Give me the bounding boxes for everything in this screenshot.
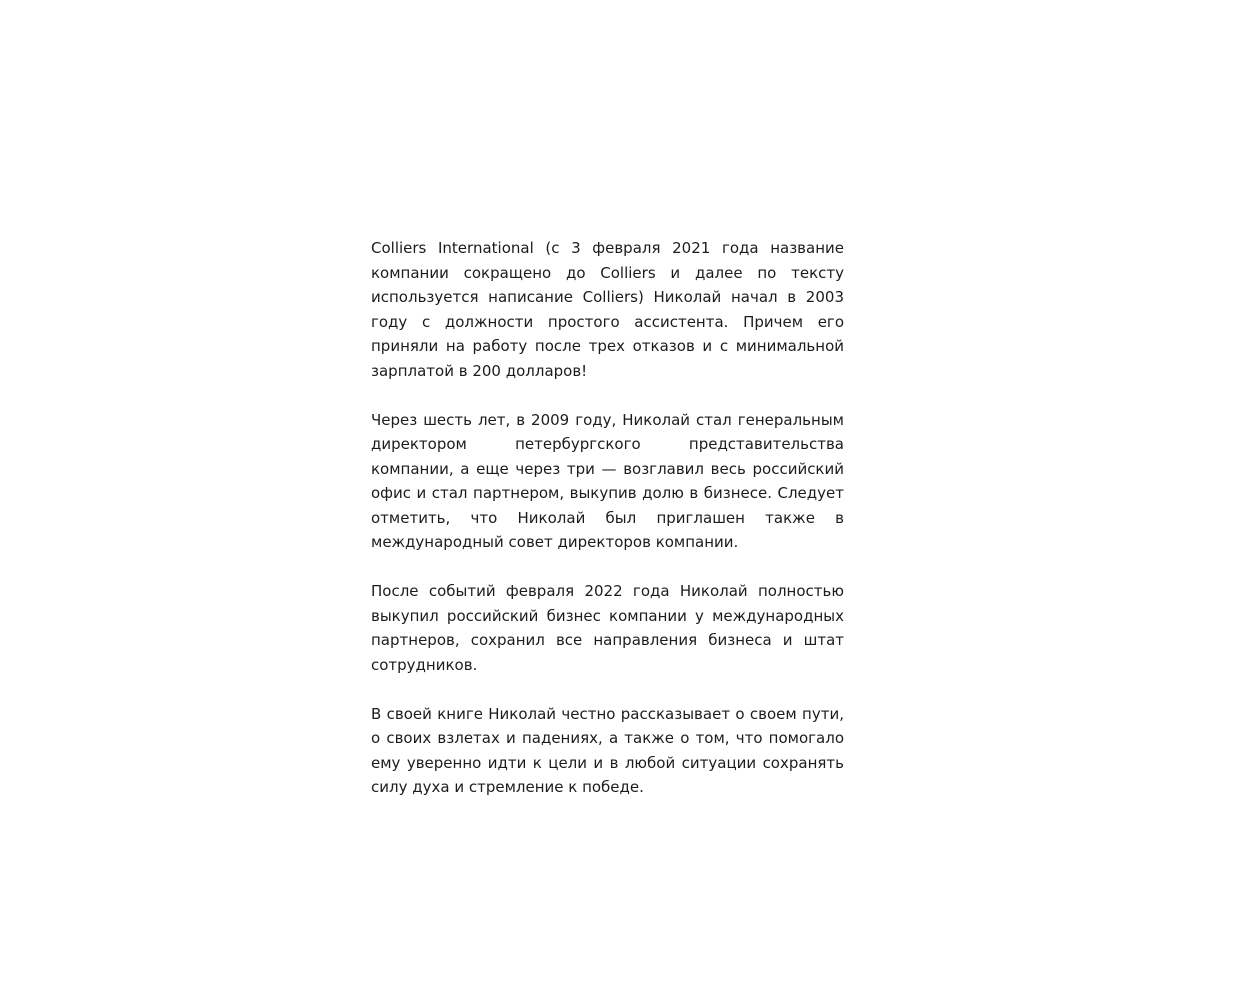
paragraph-career-start: Colliers International (с 3 февраля 2021 года название компании сокращено до Colliers и далее по тексту используется написание Colliers) Николай начал в 2003 году с должности простого ассистента. Причем его приняли на работу после трех отказов и с минимальной зарплатой в 200 долларов! (371, 239, 844, 380)
body-text (371, 236, 844, 800)
paragraph-book: В своей книге Николай честно рассказывает о своем пути, о своих взлетах и падениях, а также о том, что помогало ему уверенно идти к цели и в любой ситуации сохранять силу духа и стремление к победе. (371, 704, 844, 796)
paragraph-promotion: Через шесть лет, в 2009 году, Николай стал генеральным директором петербургского представительства компании, а еще через три — возглавил весь российский офис и стал партнером, выкупив долю в бизнесе. Следует отметить, что Николай был приглашен также в международный совет директоров компании. (371, 410, 844, 551)
paragraph-buyout: После событий февраля 2022 года Николай полностью выкупил российский бизнес компании у международных партнеров, сохранил все направления бизнеса и штат сотрудников. (371, 582, 844, 674)
